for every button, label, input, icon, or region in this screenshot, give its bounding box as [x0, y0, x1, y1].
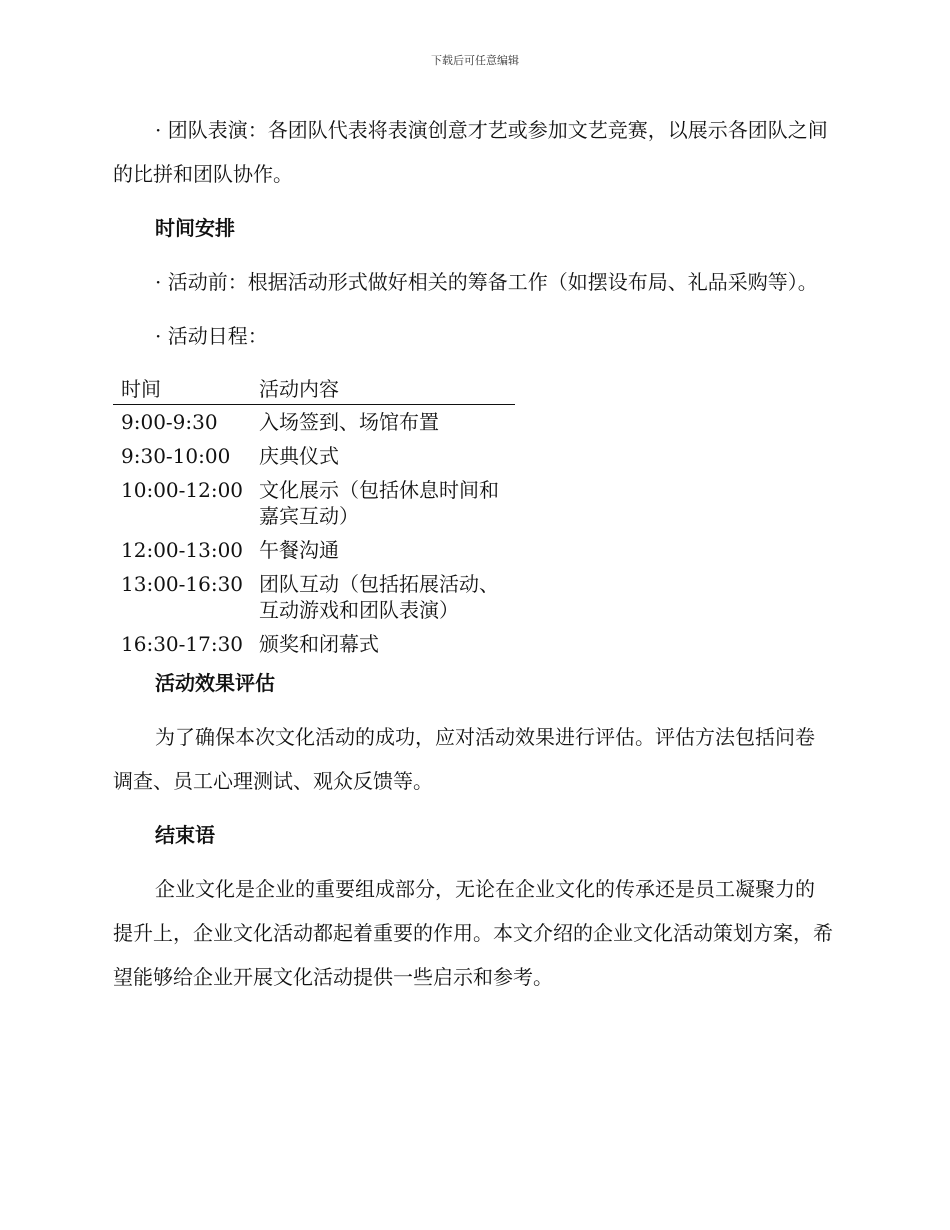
time-cell: 9:00-9:30 [121, 410, 218, 434]
column-header-time: 时间 [113, 368, 251, 405]
table-row [113, 533, 515, 567]
activity-cell: 庆典仪式 [259, 444, 340, 468]
document-body [113, 108, 833, 1009]
team-performance-paragraph: · 团队表演：各团队代表将表演创意才艺或参加文艺竞赛，以展示各团队之间的比拼和团队协作。 [113, 118, 828, 186]
time-cell: 10:00-12:00 [121, 478, 244, 502]
conclusion-heading: 结束语 [155, 823, 215, 847]
evaluation-heading: 活动效果评估 [155, 671, 275, 695]
activity-cell: 团队互动（包括拓展活动、互动游戏和团队表演） [259, 572, 500, 622]
time-cell: 12:00-13:00 [121, 538, 244, 562]
before-event-paragraph: · 活动前：根据活动形式做好相关的筹备工作（如摆设布局、礼品采购等）。 [155, 270, 818, 294]
activity-cell: 午餐沟通 [259, 538, 340, 562]
schedule-heading: 时间安排 [155, 216, 235, 240]
table-row [113, 473, 515, 533]
activity-cell: 文化展示（包括休息时间和嘉宾互动） [259, 478, 500, 528]
time-cell: 13:00-16:30 [121, 572, 244, 596]
table-row [113, 627, 515, 661]
activity-cell: 入场签到、场馆布置 [259, 410, 440, 434]
conclusion-paragraph: 企业文化是企业的重要组成部分，无论在企业文化的传承还是员工凝聚力的提升上，企业文化活动都起着重要的作用。本文介绍的企业文化活动策划方案，希望能够给企业开展文化活动提供一些启示和参考。 [113, 877, 833, 989]
agenda-label: · 活动日程： [155, 324, 268, 348]
table-row [113, 439, 515, 473]
time-cell: 16:30-17:30 [121, 632, 244, 656]
column-header-activity: 活动内容 [251, 368, 515, 405]
table-header-row [113, 368, 515, 405]
page-header: 下载后可任意编辑 [431, 54, 519, 67]
evaluation-paragraph: 为了确保本次文化活动的成功，应对活动效果进行评估。评估方法包括问卷调查、员工心理测试、观众反馈等。 [113, 725, 815, 793]
activity-cell: 颁奖和闭幕式 [259, 632, 380, 656]
table-row [113, 405, 515, 440]
schedule-table [113, 368, 515, 661]
time-cell: 9:30-10:00 [121, 444, 231, 468]
table-row [113, 567, 515, 627]
